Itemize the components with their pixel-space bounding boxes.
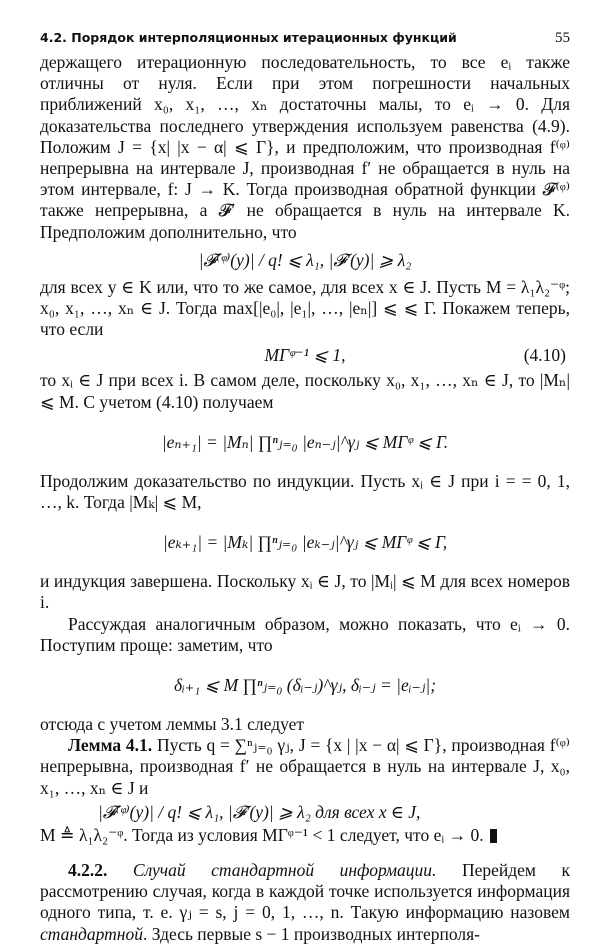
- paragraph-6: Рассуждая аналогичным образом, можно показать, что eᵢ → 0. Поступим проще: заметим, что: [40, 613, 570, 655]
- chapter-title: 4.2. Порядок интерполяционных итерационных функций: [40, 30, 457, 45]
- running-header: [40, 30, 570, 52]
- page-number: 55: [555, 30, 570, 46]
- term-standard: стандартной: [40, 923, 143, 944]
- formula-delta: δᵢ₊₁ ⩽ M ∏ⁿⱼ₌₀ (δᵢ₋ⱼ)^γⱼ, δᵢ₋ⱼ = |eᵢ₋ⱼ|;: [173, 675, 437, 696]
- paragraph-2: для всех y ∈ K или, что то же самое, для всех x ∈ J. Пусть M = λ₁λ₂⁻ᵠ; x₀, x₁, …, xₙ ∈ J. Тогда max[|e₀|, |e₁|, …, |eₙ|] ⩽ ⩽ Γ. Покажем теперь, что если: [40, 276, 570, 340]
- formula-4-10-body: MΓᵠ⁻¹ ⩽ 1,: [264, 345, 346, 366]
- equation-number: (4.10): [523, 345, 566, 366]
- section-text-1: Перейдем к рассмотрению случая, когда в каждой точке используется информация одного типа, т. е. γⱼ = s, j = 0, 1, …, n. Такую информацию назовем: [40, 860, 571, 923]
- paragraph-8: [40, 825, 570, 846]
- lemma-text: Пусть q = ∑ⁿⱼ₌₀ γⱼ, J = {x | |x − α| ⩽ Γ}, производная f⁽ᵠ⁾ непрерывна, производная f′ не обращается в нуль на интервале J, x₀, x₁, …, xₙ ∈ J и: [40, 735, 570, 798]
- end-of-proof-icon: [490, 829, 497, 843]
- paragraph-1: держащего итерационную последовательность, то все eᵢ также отличны от нуля. Если при этом погрешности начальных приближений x₀, x₁, …, xₙ достаточны малы, то eᵢ → 0. Для доказательства последнего утверждения используем равенства (4.9). Положим J = {x| |x − α| ⩽ Γ}, и предположим, что производная f⁽ᵠ⁾ непрерывна на интервале J, производная f′ не обращается в нуль на этом интервале, f: J → K. Тогда производная обратной функции 𝓕⁽ᵠ⁾ также непрерывна, а 𝓕′ не обращается в нуль на интервале K. Предположим дополнительно, что: [40, 52, 570, 242]
- paragraph-4: Продолжим доказательство по индукции. Пусть xᵢ ∈ J при i = = 0, 1, …, k. Тогда |Mₖ| ⩽ M,: [40, 470, 570, 513]
- section-text-2: . Здесь первые s − 1 производных интерполя-: [143, 923, 480, 944]
- formula-bounds: |𝓕⁽ᵠ⁾(y)| / q! ⩽ λ₁, |𝓕′(y)| ⩾ λ₂: [198, 249, 412, 270]
- section-number: 4.2.2.: [68, 860, 108, 881]
- lemma-4-1: [40, 735, 570, 799]
- formula-lemma-bounds: |𝓕⁽ᵠ⁾(y)| / q! ⩽ λ₁, |𝓕′(y)| ⩾ λ₂ для всех x ∈ J,: [98, 801, 421, 822]
- paragraph-7: отсюда с учетом леммы 3.1 следует: [40, 714, 305, 735]
- section-title: Случай стандартной информации.: [132, 860, 437, 881]
- formula-4-10: [40, 340, 570, 370]
- formula-product-n: |eₙ₊₁| = |Mₙ| ∏ⁿⱼ₌₀ |eₙ₋ⱼ|^γⱼ ⩽ MΓᵠ ⩽ Γ.: [161, 431, 449, 452]
- lemma-label: Лемма 4.1.: [68, 735, 153, 756]
- formula-product-k: |eₖ₊₁| = |Mₖ| ∏ⁿⱼ₌₀ |eₖ₋ⱼ|^γⱼ ⩽ MΓᵠ ⩽ Γ,: [162, 532, 448, 553]
- paragraph-5: и индукция завершена. Поскольку xᵢ ∈ J, то |Mᵢ| ⩽ M для всех номеров i.: [40, 571, 570, 613]
- paragraph-3: то xᵢ ∈ J при всех i. В самом деле, поскольку x₀, x₁, …, xₙ ∈ J, то |Mₙ| ⩽ M. С учетом (4.10) получаем: [40, 370, 570, 412]
- lemma-conclusion: M ≜ λ₁λ₂⁻ᵠ. Тогда из условия MΓᵠ⁻¹ < 1 следует, что eᵢ → 0.: [40, 824, 484, 845]
- book-page: [40, 30, 570, 945]
- section-4-2-2: [40, 860, 570, 945]
